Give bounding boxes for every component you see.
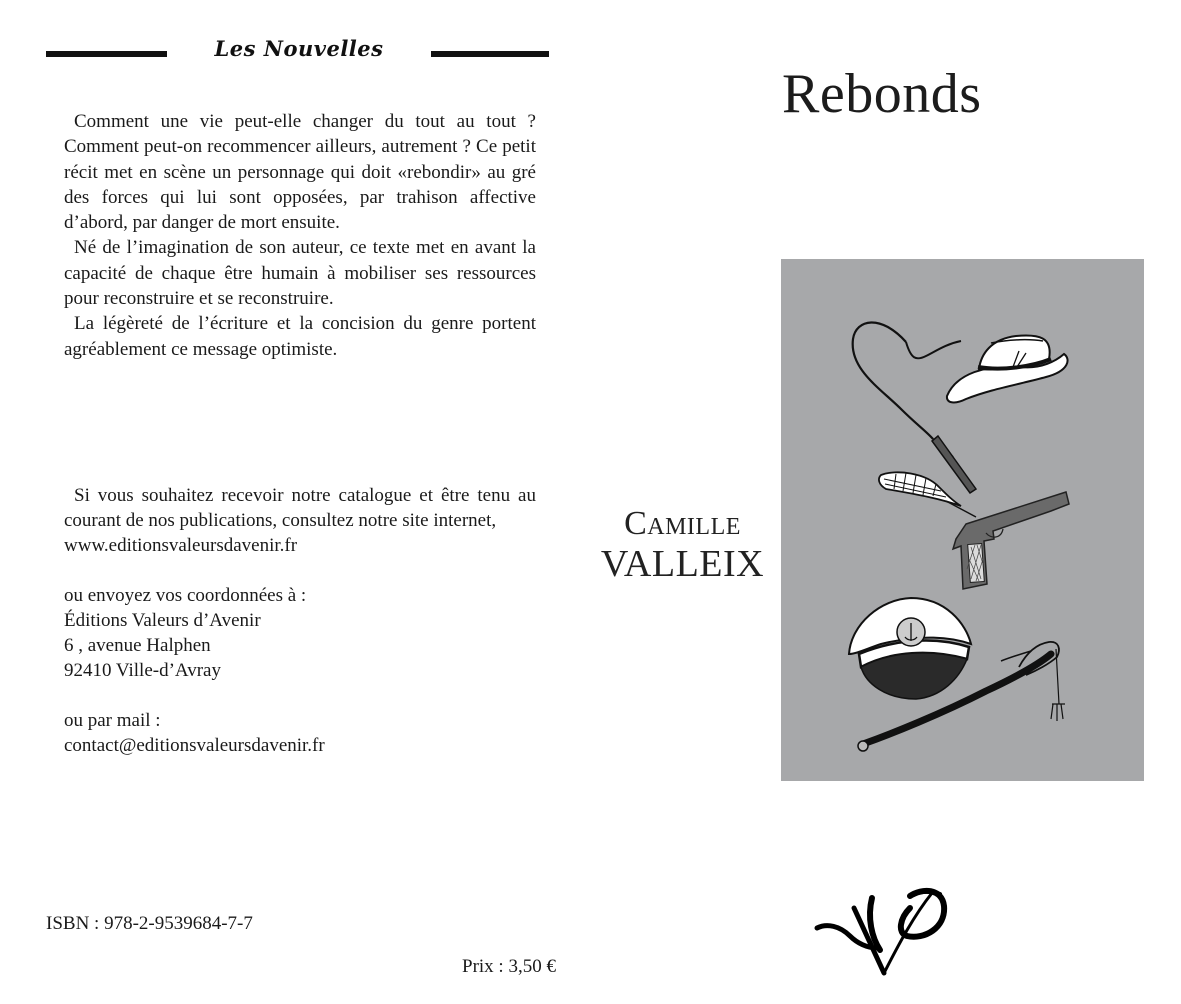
contact-block [64, 483, 536, 758]
isbn: ISBN : 978-2-9539684-7-7 [46, 913, 253, 934]
captain-cap-icon [849, 598, 971, 699]
address-intro: ou envoyez vos coordonnées à : [64, 585, 307, 606]
whip-icon [853, 322, 976, 493]
blurb [64, 109, 536, 362]
address-line: Éditions Valeurs d’Avenir [64, 610, 261, 631]
series-rule-left [46, 51, 167, 57]
pistol-icon [953, 492, 1069, 589]
email-link[interactable]: contact@editionsvaleursdavenir.fr [64, 735, 325, 756]
cowboy-hat-icon [947, 335, 1068, 402]
blurb-paragraph: Comment une vie peut-elle changer du tout au tout ? Comment peut-on recommencer ailleurs, autrement ? Ce petit récit met en scène un personnage qui doit «rebondir» au gré des forces qui lui sont opposées, par trahison affective d’abord, par danger de mort ensuite. [64, 111, 536, 234]
address-line: 6 , avenue Halphen [64, 635, 211, 656]
address-line: 92410 Ville-d’Avray [64, 660, 221, 681]
contact-intro: Si vous souhaitez recevoir notre catalogue et être tenu au courant de nos publications, consultez notre site internet, [64, 485, 536, 531]
author-first-name: Camille [624, 505, 741, 542]
publisher-monogram-logo [812, 878, 952, 978]
website-link[interactable]: www.editionsvaleursdavenir.fr [64, 535, 298, 556]
series-rule-right [431, 51, 549, 57]
price: Prix : 3,50 € [462, 956, 556, 977]
author-name [600, 505, 765, 585]
cover-illustration [781, 259, 1144, 781]
blurb-paragraph: Né de l’imagination de son auteur, ce texte met en avant la capacité de chaque être humain à mobiliser ses ressources pour reconstruire et se reconstruire. [64, 237, 536, 310]
author-last-name: VALLEIX [600, 543, 765, 585]
series-label: Les Nouvelles [214, 36, 384, 61]
mail-intro: ou par mail : [64, 710, 161, 731]
book-title: Rebonds [782, 63, 982, 125]
blurb-paragraph: La légèreté de l’écriture et la concision du genre portent agréablement ce message optimiste. [64, 313, 536, 360]
